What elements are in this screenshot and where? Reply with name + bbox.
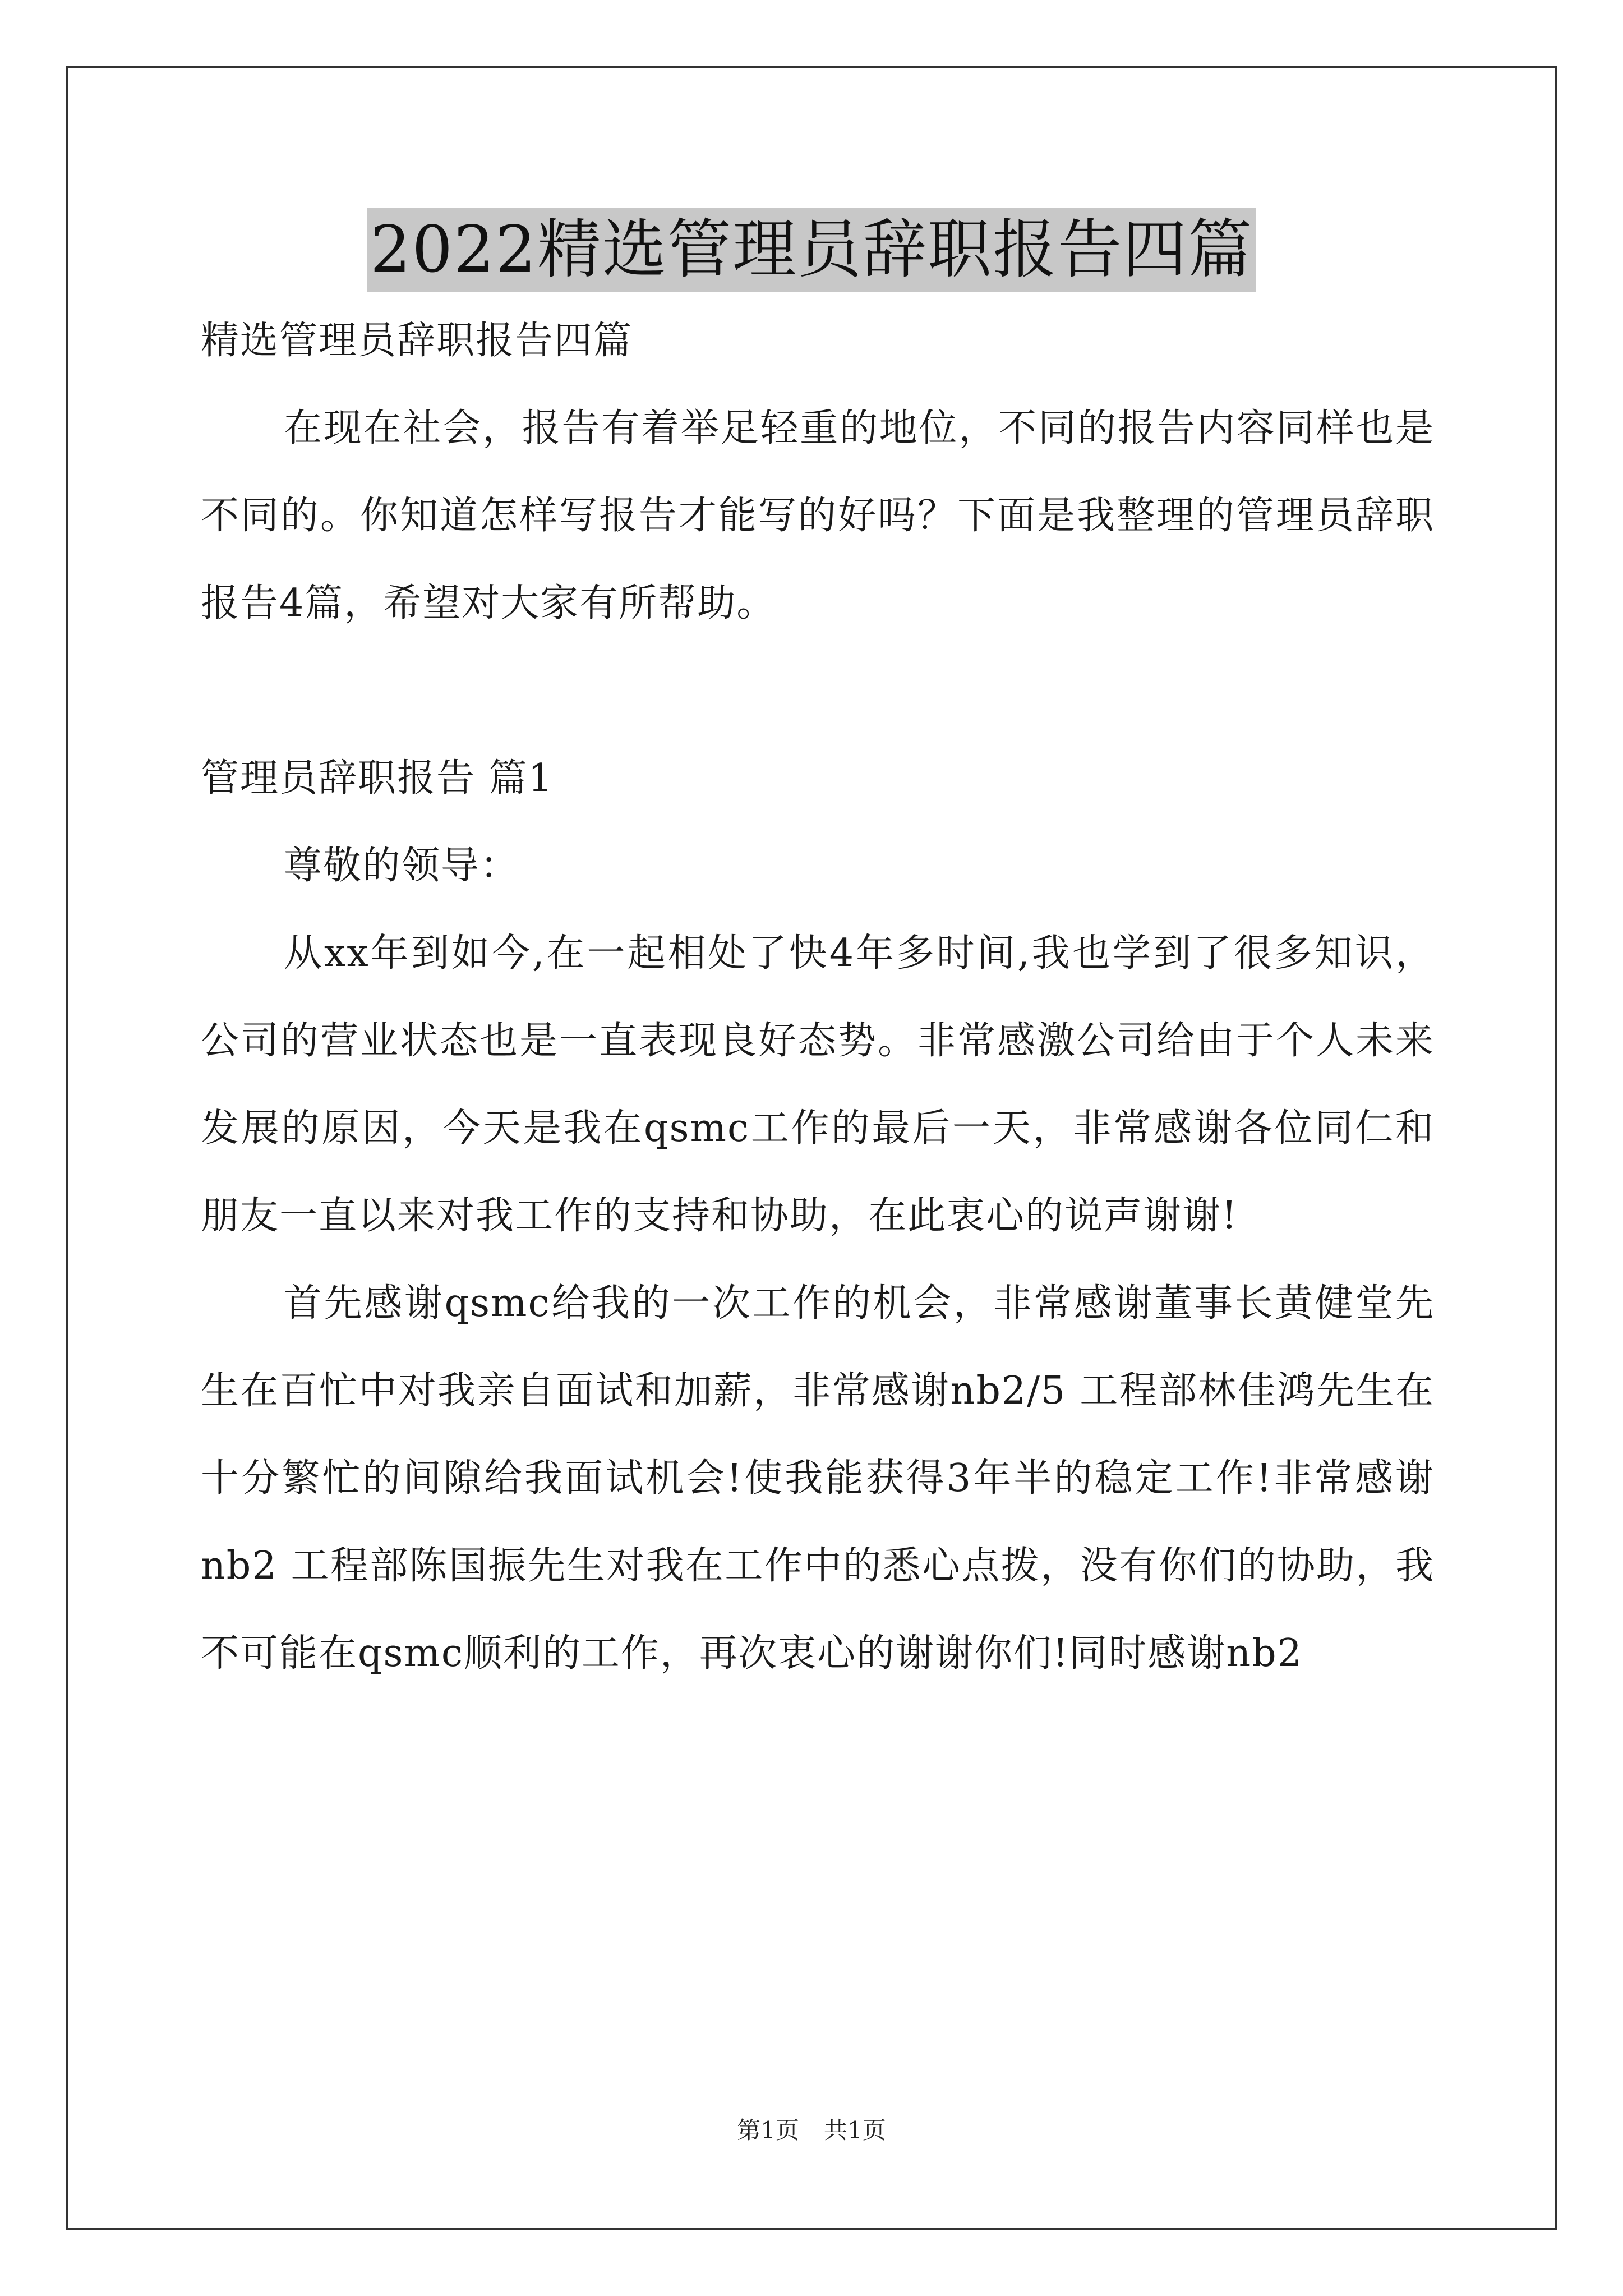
page-total: 共1页: [824, 2116, 886, 2144]
salutation: 尊敬的领导：: [284, 844, 520, 888]
document-body: [201, 297, 1435, 1697]
document-subtitle: 精选管理员辞职报告四篇: [201, 319, 633, 363]
title-container: [0, 208, 1623, 292]
section-heading: 管理员辞职报告 篇1: [201, 756, 554, 800]
body-paragraph-1: 从xx年到如今,在一起相处了快4年多时间,我也学到了很多知识，公司的营业状态也是一直表现良好态势。非常感激公司给由于个人未来发展的原因，今天是我在qsmc工作的最后一天，非常感谢各位同仁和朋友一直以来对我工作的支持和协助，在此衷心的说声谢谢!: [201, 931, 1435, 1238]
document-title: 2022精选管理员辞职报告四篇: [367, 208, 1256, 292]
intro-paragraph: 在现在社会，报告有着举足轻重的地位，不同的报告内容同样也是不同的。你知道怎样写报告才能写的好吗？下面是我整理的管理员辞职报告4篇，希望对大家有所帮助。: [201, 406, 1435, 625]
page-footer: [0, 2114, 1623, 2147]
body-paragraph-2: 首先感谢qsmc给我的一次工作的机会，非常感谢董事长黄健堂先生在百忙中对我亲自面试和加薪，非常感谢nb2/5 工程部林佳鸿先生在十分繁忙的间隙给我面试机会!使我能获得3年半的稳定工作!非常感谢nb2 工程部陈国振先生对我在工作中的悉心点拨，没有你们的协助，我不可能在qsmc顺利的工作，再次衷心的谢谢你们!同时感谢nb2: [201, 1281, 1435, 1676]
page-number: 第1页: [737, 2116, 799, 2144]
